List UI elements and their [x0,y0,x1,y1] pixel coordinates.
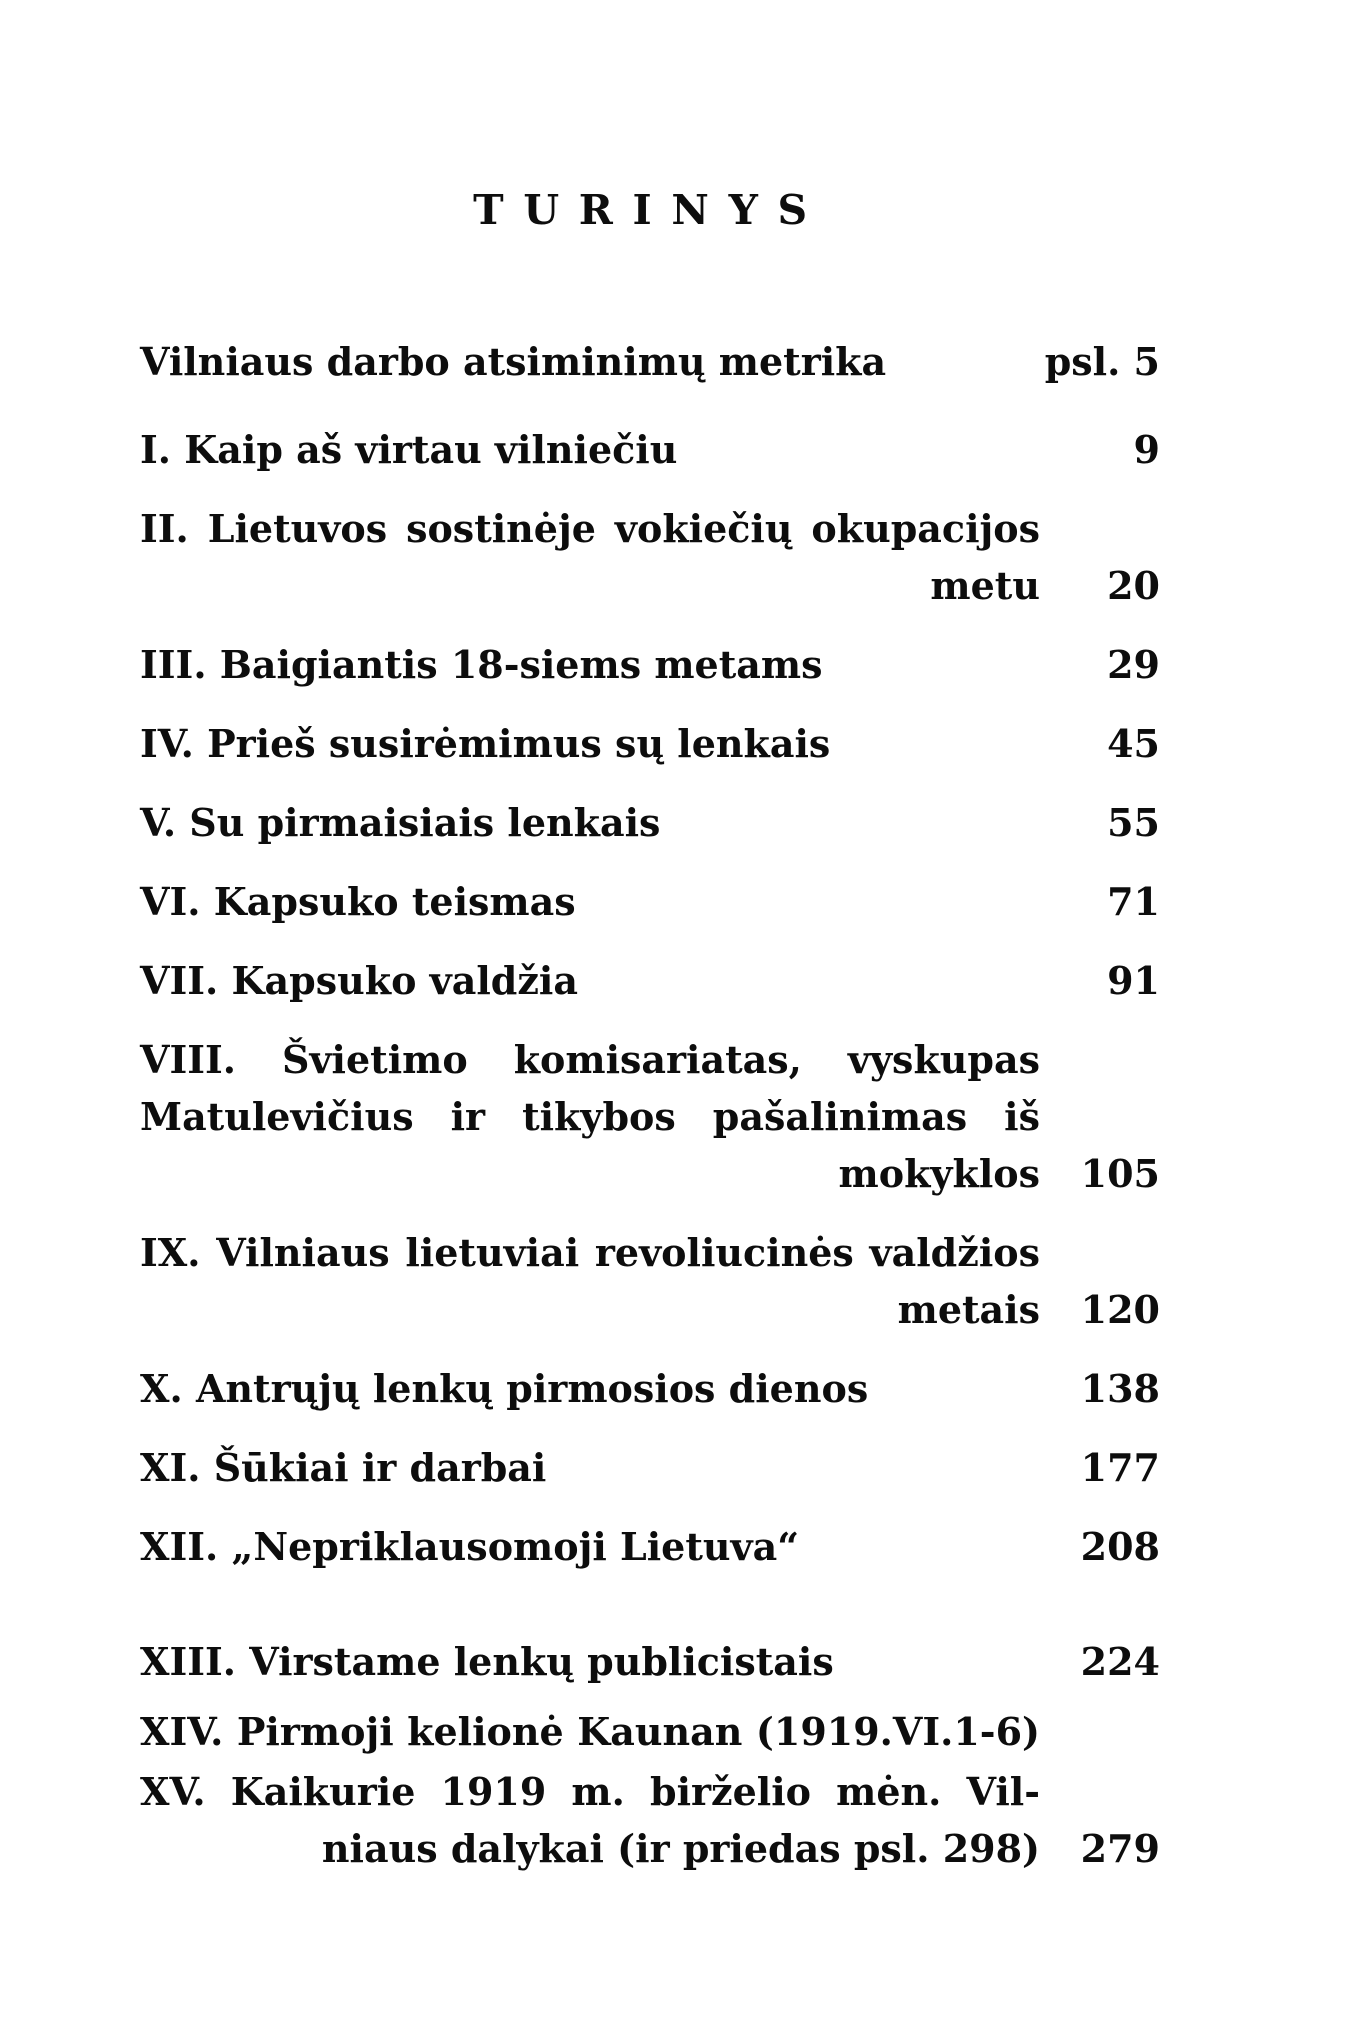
entry-line: XIV. Pirmoji kelionė Kaunan (1919.VI.1-6) [140,1709,1040,1754]
toc-entry [140,873,1160,930]
page-number: 45 [1107,721,1160,766]
page-number: 120 [1080,1287,1160,1332]
entry-line: metais [897,1287,1040,1332]
page-number: 279 [1080,1826,1160,1871]
entry-line: I. Kaip aš virtau vilniečiu [140,427,678,472]
page-number: psl. 5 [1044,339,1160,384]
entry-line: mokyklos [838,1151,1040,1196]
toc-entry [140,1360,1160,1417]
page-number: 9 [1133,427,1160,472]
toc-entry [140,1763,1160,1877]
page-number: 208 [1080,1524,1160,1569]
entry-line: metu [930,563,1040,608]
entry-line: Vilniaus darbo atsiminimų metrika [140,339,887,384]
entry-line: IV. Prieš susirėmimus sų lenkais [140,721,831,766]
toc-entry [140,1224,1160,1338]
toc-entry [140,794,1160,851]
entry-line: XII. „Nepriklausomoji Lietuva“ [140,1524,800,1569]
page-number: 91 [1107,958,1160,1003]
page-number: 105 [1080,1151,1160,1196]
entry-line: XV. Kaikurie 1919 m. birželio mėn. Vil- [140,1769,1040,1814]
toc-entry [140,636,1160,693]
table-of-contents [140,333,1160,1877]
entry-line: IX. Vilniaus lietuviai revoliucinės valdžios [140,1230,1040,1275]
entry-line: II. Lietuvos sostinėje vokiečių okupacijos [140,506,1040,551]
toc-entry [140,715,1160,772]
page-title: TURINYS [473,186,827,234]
page-number: 177 [1080,1445,1160,1490]
toc-entry [140,1518,1160,1575]
toc-entry [140,1703,1160,1760]
page-number: 138 [1080,1366,1160,1411]
page-number: 20 [1107,563,1160,608]
entry-line: X. Antrųjų lenkų pirmosios dienos [140,1366,869,1411]
page-number: 71 [1107,879,1160,924]
entry-line: XI. Šūkiai ir darbai [140,1445,547,1490]
entry-line: VI. Kapsuko teismas [140,879,576,924]
toc-entry [140,952,1160,1009]
entry-line: niaus dalykai (ir priedas psl. 298) [321,1826,1040,1871]
toc-entry [140,500,1160,614]
toc-entry [140,1031,1160,1202]
page-number: 224 [1080,1639,1160,1684]
entry-line: VII. Kapsuko valdžia [140,958,578,1003]
toc-entry [140,1633,1160,1690]
toc-entry [140,421,1160,478]
entry-line: V. Su pirmaisiais lenkais [140,800,661,845]
page-number: 55 [1107,800,1160,845]
toc-entry [140,1439,1160,1496]
entry-line: XIII. Virstame lenkų publicistais [140,1639,834,1684]
entry-line: VIII. Švietimo komisariatas, vyskupas [140,1037,1040,1082]
page-number: 29 [1107,642,1160,687]
toc-entry [140,333,1160,390]
entry-line: III. Baigiantis 18-siems metams [140,642,823,687]
entry-line: Matulevičius ir tikybos pašalinimas iš [140,1094,1040,1139]
